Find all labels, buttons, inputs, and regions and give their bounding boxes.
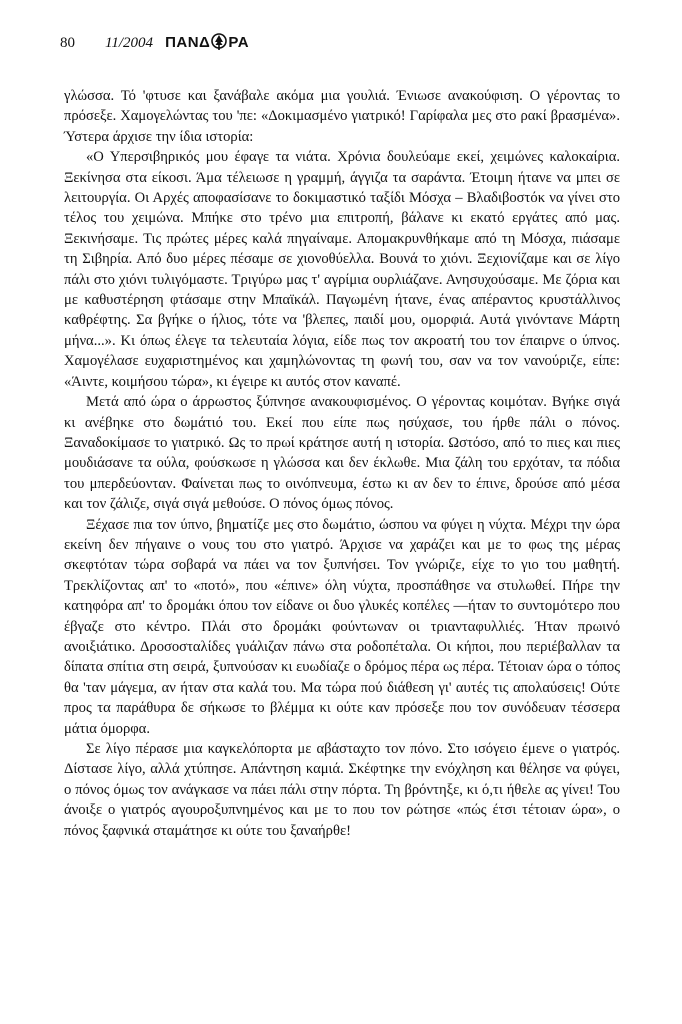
logo-text-left: ΠΑΝΔ	[165, 33, 211, 51]
logo-text-right: ΡΑ	[228, 33, 250, 51]
issue-date: 11/2004	[105, 34, 154, 51]
magazine-logo	[165, 33, 249, 51]
tree-emblem-icon	[211, 33, 227, 51]
paragraph: Μετά από ώρα ο άρρωστος ξύπνησε ανακουφισμένος. Ο γέροντας κοιμόταν. Βγήκε σιγά κι ανέβηκε στο δωμάτιό του. Εκεί που είπε πως ησύχασε, του ήρθε πάλι ο πόνος. Ξαναδοκίμασε το γιατρικό. Ως το πρωί κράτησε αυτή η ιστορία. Ωστόσο, από το πιες και πιες μουδιάσανε τα ούλα, φούσκωσε η γλώσσα και δεν έκλωθε. Μια ζάλη του ερχόταν, τα πόδια του μπερδεύονταν. Φαίνεται πως το οινόπνευμα, έστω κι αν δεν το έπινε, δρούσε από μέσα και τον ζάλιζε, σιγά σιγά μεθούσε. Ο πόνος όμως πόνος.	[64, 394, 620, 513]
paragraph: Σε λίγο πέρασε μια καγκελόπορτα με αβάσταχτο τον πόνο. Στο ισόγειο έμενε ο γιατρός. Δίστασε λίγο, αλλά χτύπησε. Απάντηση καμιά. Σκέφτηκε την ενόχληση και θέλησε να φύγει, ο πόνος όμως τον ανάγκασε να πάει πάλι στην πόρτα. Τη βρόντηξε, κι ό,τι ήθελε ας γίνει! Του άνοιξε ο γιατρός αγουροξυπνημένος και με το που τον ρώτησε «πώς έτσι τέτοιαν ώρα», ο πόνος ξαφνικά σταμάτησε κι ούτε του ξαναήρθε!	[64, 741, 620, 839]
article-body	[64, 86, 620, 841]
page-number: 80	[60, 34, 75, 51]
running-header	[60, 33, 622, 55]
paragraph: Ξέχασε πια τον ύπνο, βηματίζε μες στο δωμάτιο, ώσπου να φύγει η νύχτα. Μέχρι την ώρα εκείνη δεν πήγαινε ο νους του στο γιατρό. Άρχισε να χαράζει και με το φως της μέρας σκεφτόταν τώρα σοβαρά να πάει να τον ξυπνήσει. Τον γνώριζε, είχε το γιο του μαθητή. Τρεκλίζοντας απ' το «ποτό», που «έπινε» όλη νύχτα, προσπάθησε να στυλωθεί. Πήρε την κατηφόρα απ' το δρομάκι όπου τον είδανε οι δυο γλυκές κοπέλες —ήταν το συντομότερο που έβγαζε στο κέντρο. Πλάι στο δρομάκι φούντωναν οι τριανταφυλλιές. Ήταν πρωινό ανοιξιάτικο. Δροσοσταλίδες γυάλιζαν πάνω στα ροδοπέταλα. Οι κήποι, που περιέβαλλαν τα δίπατα σπίτια στη σειρά, ξυπνούσαν κι ευωδίαζε ο δρόμος πέρα ως πέρα. Τέτοιαν ώρα ο τόπος θα 'ταν μάγεμα, αν ήταν στα καλά του. Μα τώρα πού διάθεση γι' αυτές τις απολαύσεις! Ούτε προς τα παράθυρα δε σήκωσε το βλέμμα κι ούτε καν πρόσεξε που τον συνόδευαν τέσσερα μάτια όμορφα.	[64, 516, 620, 737]
paragraph: «Ο Υπερσιβηρικός μου έφαγε τα νιάτα. Χρόνια δουλεύαμε εκεί, χειμώνες καλοκαίρια. Ξεκίνησα στα είκοσι. Άμα τέλειωσε η γραμμή, άγγιζα τα σαράντα. Έτοιμη ήτανε να μπει σε λειτουργία. Οι Αρχές αποφασίσανε το δοκιμαστικό ταξίδι Μόσχα – Βλαδιβοστόκ να γίνει στο τέλος του χειμώνα. Μπήκε στο τρένο μια επιτροπή, βάλανε κι εκατό εργάτες από μας. Ξεκινήσαμε. Τις πρώτες μέρες καλά πηγαίναμε. Απομακρυνθήκαμε από τη Μόσχα, πιάσαμε τη Σιβηρία. Από δυο μέρες πέσαμε σε χιονοθύελλα. Βουνά το χιόνι. Ξεχιονίζαμε και σε λίγο πάλι στο χιόνι τυλιγόμαστε. Τριγύρω μας τ' αγρίμια ουρλιάζανε. Ανησυχούσαμε. Με ζόρια και με καθυστέρηση φτάσαμε στην Μπαϊκάλ. Παγωμένη ήτανε, ένας απέραντος κρυστάλλινος καθρέφτης. Σα βγήκε ο ήλιος, τότε να 'βλεπες, παιδί μου, ομορφιά. Αυτά γινόντανε Μάρτη μήνα...». Κι όπως έλεγε τα τελευταία λόγια, είδε πως τον ακροατή του τον έπαιρνε ο ύπνος. Χαμογέλασε ευχαριστημένος και χαμηλώνοντας τη φωνή του, σαν να τον νανούριζε, είπε: «Άιντε, κοιμήσου τώρα», κι έγειρε κι αυτός στον καναπέ.	[64, 149, 620, 390]
paragraph: γλώσσα. Τό 'φτυσε και ξανάβαλε ακόμα μια γουλιά. Ένιωσε ανακούφιση. Ο γέροντας το πρόσεξε. Χαμογελώντας του 'πε: «Δοκιμασμένο γιατρικό! Γαρίφαλα μες στο ρακί βρασμένα». Ύστερα άρχισε την ίδια ιστορία:	[64, 88, 620, 145]
